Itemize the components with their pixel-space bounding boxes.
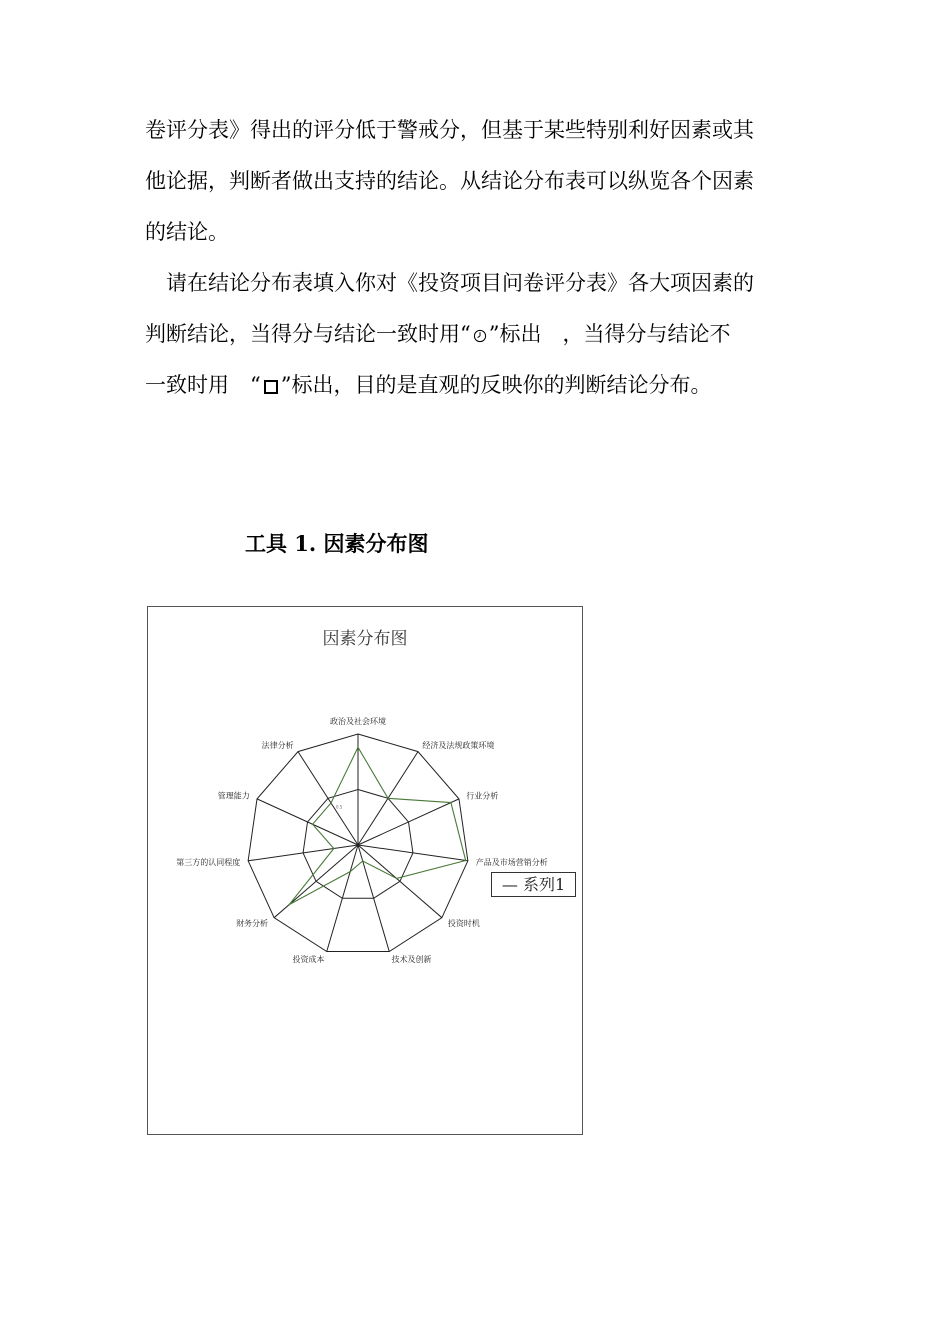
data-point-10 [330,802,332,804]
paragraph-2-line-3-b: ”标出，目的是直观的反映你的判断结论分布。 [280,373,712,397]
paragraph-2-line-1-text: 请在结论分布表填入你对《投资项目问卷评分表》各大项因素的 [166,271,754,295]
category-label-2: 行业分析 [466,791,499,801]
category-label-6: 投资成本 [292,955,325,965]
data-point-9 [312,823,314,825]
data-point-4 [396,878,398,880]
axis-spoke-8 [248,845,358,861]
category-label-10: 法律分析 [261,740,294,750]
category-label-3: 产品及市场营销分析 [475,857,548,867]
paragraph-1-line-3: 的结论。 [145,220,229,244]
legend-line-icon: — [501,875,518,894]
paragraph-1-line-1: 卷评分表》得出的评分低于警戒分，但基于某些特别利好因素或其 [145,118,754,142]
axis-spoke-3 [358,845,468,861]
paragraph-2-line-3 [145,360,810,411]
tick-label-0: 0.5 [335,804,343,810]
data-point-3 [465,860,467,862]
data-point-5 [362,860,364,862]
category-label-1: 经济及法规政策环境 [422,740,495,750]
legend-series-name: 系列1 [522,875,566,894]
category-label-8: 第三方的认同程度 [176,857,241,867]
clock-icon [473,329,487,343]
data-point-0 [357,747,359,749]
category-label-0: 政治及社会环境 [330,717,386,726]
data-point-7 [288,904,290,906]
chart-legend [491,872,576,897]
paragraph-2-line-2 [145,309,810,360]
chart-title: 因素分布图 [322,629,408,649]
paragraph-2-line-1 [145,258,810,309]
square-icon [264,380,278,394]
axis-spoke-7 [274,845,358,918]
category-label-5: 技术及创新 [391,955,432,965]
data-point-6 [349,871,351,873]
data-point-2 [450,802,452,804]
paragraph-2 [145,258,810,411]
paragraph-2-line-2-a: 判断结论，当得分与结论一致时用“ [145,322,471,346]
data-point-8 [333,848,335,850]
data-point-1 [387,798,389,800]
tool-title: 工具 1. 因素分布图 [245,531,429,556]
category-label-7: 财务分析 [236,918,269,928]
category-label-4: 投资时机 [447,918,480,928]
paragraph-1-line-2: 他论据，判断者做出支持的结论。从结论分布表可以纵览各个因素 [145,169,754,193]
paragraph-2-line-2-b: ”标出 ，当得分与结论不 [488,322,731,346]
radar-chart [147,606,583,1135]
category-label-9: 管理能力 [217,791,250,801]
axis-spoke-4 [358,845,442,918]
paragraph-2-line-3-a: 一致时用 “ [145,373,261,397]
paragraph-1 [145,105,810,258]
